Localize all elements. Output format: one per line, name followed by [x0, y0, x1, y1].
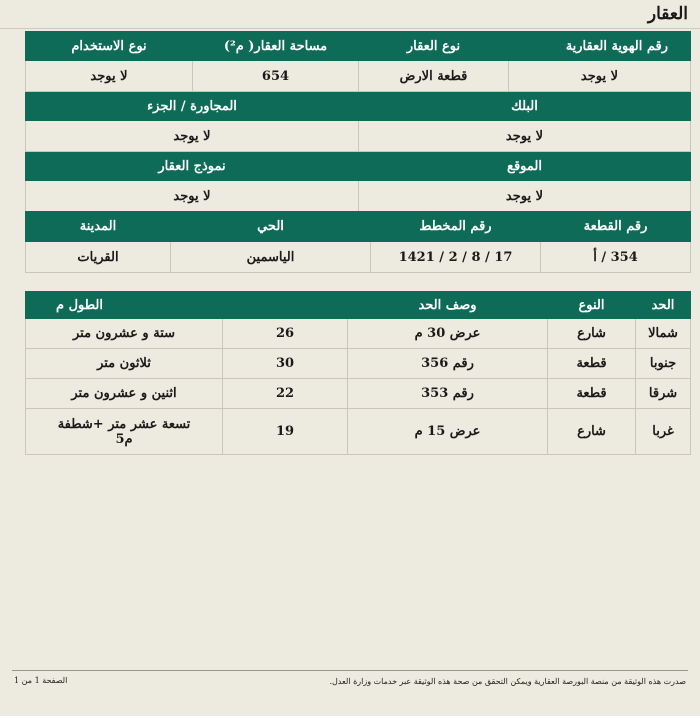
- header-plan-number: رقم المخطط: [371, 212, 541, 242]
- table-row: [26, 319, 691, 349]
- value-property-model: لا يوجد: [26, 181, 359, 212]
- property-header-row: [26, 32, 691, 61]
- header-city: المدينة: [26, 212, 171, 242]
- boundary-side: جنوبا: [636, 349, 691, 379]
- block-header-row: [26, 92, 691, 121]
- footer-note: صدرت هذه الوثيقة من منصة البورصة العقارية ويمكن التحقق من صحة هذه الوثيقة عبر خدمات وزارة العدل.: [329, 677, 686, 686]
- value-plan-number: 17 / 8 / 2 / 1421: [371, 242, 541, 273]
- header-property-area: مساحة العقار( م²): [193, 32, 359, 61]
- value-property-area: 654: [193, 61, 359, 92]
- value-district: الياسمين: [171, 242, 371, 273]
- boundary-type: شارع: [548, 409, 636, 455]
- location-header-row: [26, 152, 691, 181]
- boundaries-header-row: [26, 292, 691, 319]
- boundary-length-text: ستة و عشرون متر: [26, 319, 223, 349]
- boundary-desc: عرض 15 م: [348, 409, 548, 455]
- value-neighborhood-part: لا يوجد: [26, 121, 359, 152]
- plot-table: [25, 211, 691, 273]
- table-row: [26, 409, 691, 455]
- boundary-type: قطعة: [548, 349, 636, 379]
- header-boundary-side: الحد: [636, 292, 691, 319]
- boundary-desc: رقم 356: [348, 349, 548, 379]
- boundary-desc: عرض 30 م: [348, 319, 548, 349]
- header-property-model: نموذج العقار: [26, 152, 359, 181]
- header-boundary-length: الطول م: [26, 292, 348, 319]
- value-plot-number: 354 / أ: [541, 242, 691, 273]
- value-usage-type: لا يوجد: [26, 61, 193, 92]
- plot-value-row: [26, 242, 691, 273]
- header-neighborhood-part: المجاورة / الجزء: [26, 92, 359, 121]
- boundaries-table: [25, 291, 691, 455]
- boundary-length-text: ثلاثون متر: [26, 349, 223, 379]
- boundary-type: قطعة: [548, 379, 636, 409]
- boundary-length-text: تسعة عشر متر +شطفة م5: [26, 409, 223, 455]
- location-value-row: [26, 181, 691, 212]
- boundary-type: شارع: [548, 319, 636, 349]
- plot-header-row: [26, 212, 691, 242]
- table-row: [26, 349, 691, 379]
- value-block: لا يوجد: [359, 121, 691, 152]
- boundary-side: غربا: [636, 409, 691, 455]
- boundary-length: 22: [223, 379, 348, 409]
- page-number: الصفحة 1 من 1: [14, 676, 68, 685]
- value-location: لا يوجد: [359, 181, 691, 212]
- value-city: القريات: [26, 242, 171, 273]
- header-block: البلك: [359, 92, 691, 121]
- property-table: [25, 31, 691, 212]
- section-title: العقار: [647, 4, 688, 24]
- value-property-id: لا يوجد: [509, 61, 691, 92]
- header-district: الحي: [171, 212, 371, 242]
- header-property-type: نوع العقار: [359, 32, 509, 61]
- block-value-row: [26, 121, 691, 152]
- property-value-row: [26, 61, 691, 92]
- header-location: الموقع: [359, 152, 691, 181]
- table-row: [26, 379, 691, 409]
- header-boundary-type: النوع: [548, 292, 636, 319]
- boundary-length: 26: [223, 319, 348, 349]
- header-property-id: رقم الهوية العقارية: [509, 32, 691, 61]
- boundary-desc: رقم 353: [348, 379, 548, 409]
- header-boundary-desc: وصف الحد: [348, 292, 548, 319]
- boundary-side: شمالا: [636, 319, 691, 349]
- boundary-length-text: اثنين و عشرون متر: [26, 379, 223, 409]
- value-property-type: قطعة الارض: [359, 61, 509, 92]
- boundary-side: شرقا: [636, 379, 691, 409]
- header-usage-type: نوع الاستخدام: [26, 32, 193, 61]
- boundary-length: 30: [223, 349, 348, 379]
- title-divider: [0, 28, 700, 29]
- boundary-length: 19: [223, 409, 348, 455]
- header-plot-number: رقم القطعة: [541, 212, 691, 242]
- footer-divider: [12, 670, 688, 671]
